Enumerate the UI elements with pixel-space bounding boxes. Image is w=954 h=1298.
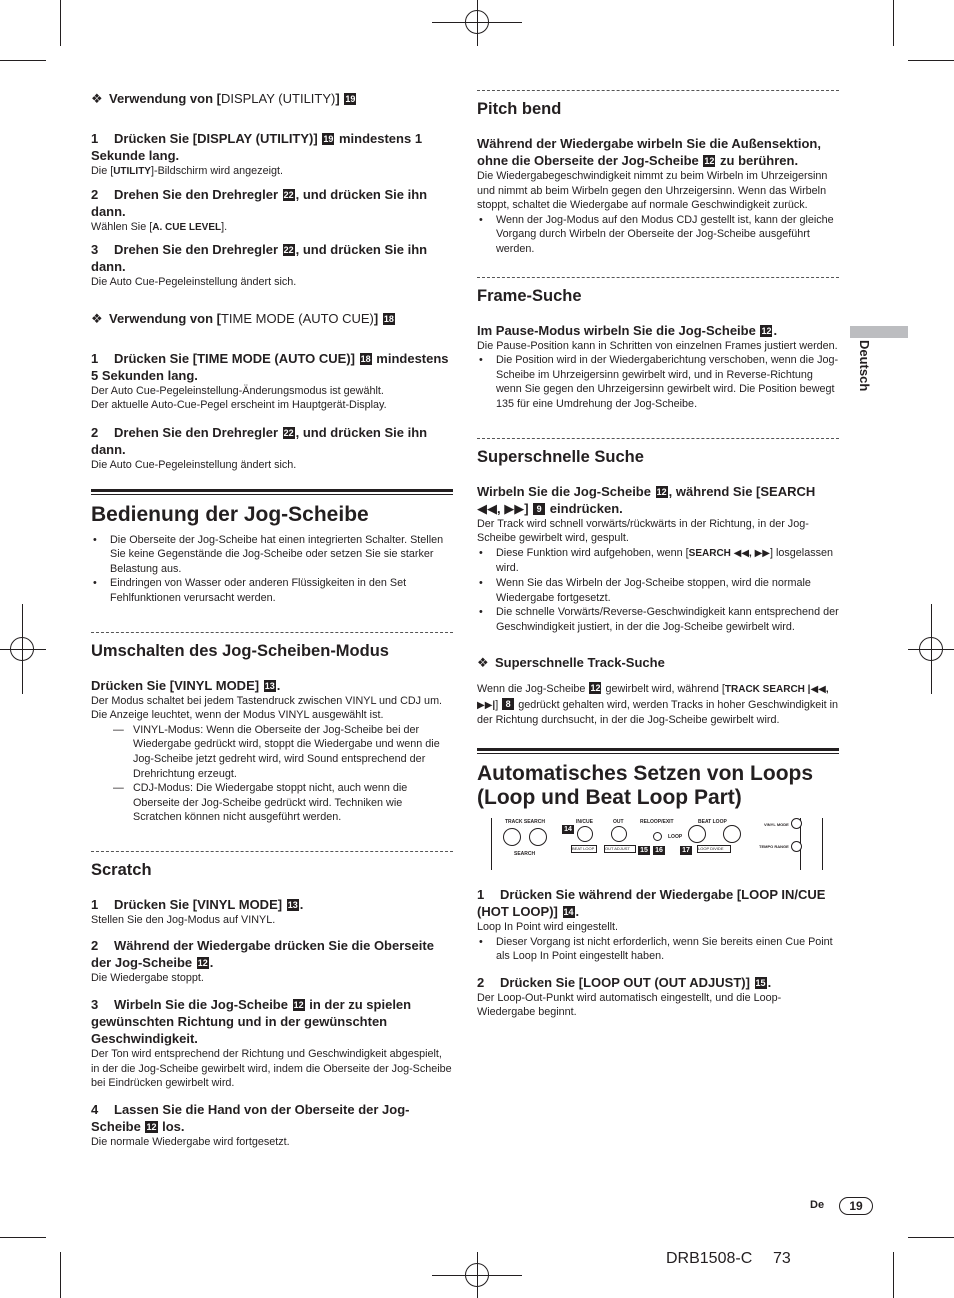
scratch-step-1-note: Stellen Sie den Jog-Modus auf VINYL. [91,913,276,926]
search-label: SEARCH [514,851,536,858]
frame-lead: Im Pause-Modus wirbeln Sie die Jog-Scheibe 12 . [477,322,778,338]
crop-mark [0,60,46,61]
frame-bullets [477,353,839,411]
list-item: • Die Position wird in der Wiedergaberichtung verschoben, wenn die Jog-Scheibe im Uhrzeigersinn gewirbelt wird, und in Reverse-Richtung wenn Sie gegen den Uhrzeigersinn gewirbelt wird. Die Position bewegt 135 für eine Umdrehung der Jog-Scheibe. [477,353,839,411]
umschalten-modes [91,723,453,825]
time-step-1-note: Der Auto Cue-Pegeleinstellung-Änderungsmodus ist gewählt. [91,384,384,397]
left-column [91,90,453,1149]
list-item: • Wenn Sie das Wirbeln der Jog-Scheibe stoppen, wird die normale Wiedergabe fortgesetzt. [477,576,839,605]
callout-16: 16 [653,846,665,855]
out-adjust-tag: OUT ADJUST [604,845,636,853]
list-item: — CDJ-Modus: Die Wiedergabe stoppt nicht, auch wenn die Oberseite der Jog-Scheibe gedrückt wird. Techniken wie Scratchen können nicht ausgeführt werden. [133,781,453,825]
display-step-1: 1 Drücken Sie [DISPLAY (UTILITY)] 19 mindestens 1 Sekunde lang. [91,131,423,163]
right-column [477,90,839,1020]
document-page: 73 [773,1250,791,1267]
vinyl-mode-button [791,818,802,829]
track-search-label: TRACK SEARCH [505,819,545,826]
display-step-2: 2 Drehen Sie den Drehregler 22 , und drücken Sie ihn dann. [91,186,428,219]
scratch-title: Scratch [91,860,152,879]
umschalten-note: Die Anzeige leuchtet, wenn der Modus VINYL ausgewählt ist. [91,709,384,722]
superschnell-lead: Wirbeln Sie die Jog-Scheibe 12 , während Sie [SEARCH ◀◀, ▶▶] 9 eindrücken. [477,483,816,516]
list-item: • Dieser Vorgang ist nicht erforderlich, wenn Sie bereits einen Cue Point als Loop In Point eingestellt haben. [477,935,839,964]
loop-label: LOOP [668,834,683,841]
crop-mark [908,1237,954,1238]
display-step-1-note: Die [UTILITY]-Bildschirm wird angezeigt. [91,165,283,177]
loops-step-1-note: Loop In Point wird eingestellt. [477,921,619,934]
superschnell-note: Der Track wird schnell vorwärts/rückwärts in der Richtung, in der Jog-Scheibe gewirbelt wird, gespult. [477,517,809,545]
diamond-icon: ❖ [477,655,489,671]
loop-divide-tag: LOOP DIVIDE [697,845,731,853]
list-item: • Eindringen von Wasser oder anderen Flüssigkeiten in den Set Fehlfunktionen verursacht werden. [91,576,453,605]
umschalten-lead: Drücken Sie [VINYL MODE] 13 . [91,677,281,693]
reloop-button [653,832,662,841]
frame-title: Frame-Suche [477,286,582,305]
time-step-1-note: Der aktuelle Auto-Cue-Pegel erscheint im Hauptgerät-Display. [91,399,387,412]
diamond-icon: ❖ [91,91,103,106]
callout-14: 14 [562,825,574,834]
crop-mark [893,1252,894,1298]
superschnell-bullets [477,546,839,635]
pitch-note: Die Wiedergabegeschwindigkeit nimmt zu beim Wirbeln im Uhrzeigersinn und nimmt ab beim Wirbeln gegen den Uhrzeigersinn. Wenn das Wirbeln stoppt, schaltet die Wiedergabe auf normale Geschwindigkeit zurück. [477,170,828,212]
scratch-step-3-note: Der Ton wird entsprechend der Richtung und Geschwindigkeit abgespielt, in der die Jog-Scheibe gewirbelt wird, indem die Oberseite der Jog-Scheibe bei Eindrücken gewirbelt wird. [91,1048,452,1090]
pitch-bend-title: Pitch bend [477,100,562,118]
scratch-step-4-note: Die normale Wiedergabe wird fortgesetzt. [91,1135,290,1148]
list-item: • Die schnelle Vorwärts/Reverse-Geschwindigkeit kann entsprechend der Geschwindigkeit justiert, in der die Jog-Scheibe gewirbelt wird. [477,605,839,634]
list-item: • Diese Funktion wird aufgehoben, wenn [SEARCH ◀◀, ▶▶] losgelassen wird. [477,546,839,576]
umschalten-title: Umschalten des Jog-Scheiben-Modus [91,641,389,660]
beat-loop-tag: BEAT LOOP [571,845,597,853]
panel-frame [822,818,827,870]
pitch-lead: Während der Wiedergabe wirbeln Sie die Außensektion, ohne die Oberseite der Jog-Scheibe 12 zu berühren. [477,136,821,168]
registration-circle [465,1263,489,1287]
time-step-2-note: Die Auto Cue-Pegeleinstellung ändert sich. [91,458,297,471]
vinyl-mode-label: VINYL MODE [764,822,789,828]
callout-17: 17 [680,846,692,855]
frame-note: Die Pause-Position kann in Schritten von einzelnen Frames justiert werden. [477,339,838,352]
display-utility-heading: ❖ Verwendung von [DISPLAY (UTILITY)] 19 [91,91,356,106]
list-item: • Wenn der Jog-Modus auf den Modus CDJ gestellt ist, kann der gleiche Vorgang durch Wirbeln der Oberseite der Jog-Scheibe ausgeführt werden. [477,213,839,257]
display-step-3-note: Die Auto Cue-Pegeleinstellung ändert sich. [91,276,297,289]
track-search-note: Wenn die Jog-Scheibe 12 gewirbelt wird, während [TRACK SEARCH |◀◀, ▶▶|] 8 gedrückt gehalten wird, werden Tracks in hoher Geschwindigkeit in der Richtung durchsucht, in der die Jog-Scheibe gewirbelt wird. [477,683,839,727]
document-code: DRB1508-C [666,1250,753,1267]
display-step-3: 3 Drehen Sie den Drehregler 22 , und drücken Sie ihn dann. [91,242,428,275]
track-search-heading: ❖ Superschnelle Track-Suche [477,655,665,671]
loop-in-button [577,826,593,842]
loop-out-button [611,826,627,842]
registration-circle [10,637,34,661]
callout-15: 15 [638,846,650,855]
registration-circle [465,10,489,34]
language-tab-bar [850,326,908,338]
badge-19: 19 [345,94,356,104]
time-mode-heading: ❖ Verwendung von [TIME MODE (AUTO CUE)] 18 [91,310,394,326]
loops-step-2-note: Der Loop-Out-Punkt wird automatisch eingestellt, und die Loop-Wiedergabe beginnt. [477,991,782,1019]
jog-section-title: Bedienung der Jog-Scheibe [91,502,369,526]
crop-mark [0,1237,46,1238]
display-step-2-note: Wählen Sie [A. CUE LEVEL]. [91,220,228,233]
beat-loop-label: BEAT LOOP [698,819,727,826]
beat-loop-button-2 [723,825,741,843]
scratch-step-1: 1 Drücken Sie [VINYL MODE] 13 . [91,896,304,912]
crop-mark [893,0,894,46]
time-step-2: 2 Drehen Sie den Drehregler 22 , und drücken Sie ihn dann. [91,424,428,457]
reloop-label: RELOOP/EXIT [640,819,674,826]
scratch-step-2: 2 Während der Wiedergabe drücken Sie die Oberseite der Jog-Scheibe 12 . [91,938,434,971]
footer-language: De [810,1199,825,1211]
loops-step-1-bullets [477,935,839,964]
scratch-step-4: 4 Lassen Sie die Hand von der Oberseite der Jog-Scheibe 12 los. [91,1101,410,1134]
tempo-range-button [791,841,802,852]
list-item: • Die Oberseite der Jog-Scheibe hat einen integrierten Schalter. Stellen Sie keine Gegenstände die Jog-Scheibe oder setzen Sie sie starker Belastung aus. [91,533,453,577]
loop-control-panel-diagram [477,816,839,876]
superschnell-title: Superschnelle Suche [477,447,644,466]
tempo-range-label: TEMPO RANGE [759,844,789,850]
track-search-forward-button [529,828,547,846]
umschalten-note: Der Modus schaltet bei jedem Tastendruck zwischen VINYL und CDJ um. [91,694,443,707]
pitch-bullets [477,213,839,257]
loops-step-1: 1 Drücken Sie während der Wiedergabe [LOOP IN/CUE (HOT LOOP)] 14 . [477,887,826,920]
loops-step-2: 2 Drücken Sie [LOOP OUT (OUT ADJUST)] 15 . [477,974,772,990]
jog-bullets [91,533,453,606]
badge-18: 18 [383,313,394,324]
registration-circle [919,637,943,661]
time-step-1: 1 Drücken Sie [TIME MODE (AUTO CUE)] 18 mindestens 5 Sekunden lang. [91,350,449,383]
beat-loop-button-1 [688,825,706,843]
language-tab-label: Deutsch [857,340,872,392]
list-item: — VINYL-Modus: Wenn die Oberseite der Jog-Scheibe bei der Wiedergabe gedrückt wird, stoppt die Wiedergabe und wenn die Jog-Scheibe jetzt gedreht wird, wird Sound entsprechend der Drehrichtung erzeugt. [133,723,453,781]
loops-section-title: Automatisches Setzen von Loops (Loop und Beat Loop Part) [477,762,814,810]
diamond-icon: ❖ [91,310,103,326]
out-label: OUT [613,819,624,826]
crop-mark [60,1252,61,1298]
scratch-step-2-note: Die Wiedergabe stoppt. [91,972,204,985]
crop-mark [908,60,954,61]
in-cue-label: IN/CUE [576,819,593,826]
track-search-back-button [503,828,521,846]
page-number: 19 [839,1197,873,1215]
crop-mark [60,0,61,46]
scratch-step-3: 3 Wirbeln Sie die Jog-Scheibe 12 in der zu spielen gewünschten Richtung und in der gewünschten Geschwindigkeit. [91,997,412,1047]
